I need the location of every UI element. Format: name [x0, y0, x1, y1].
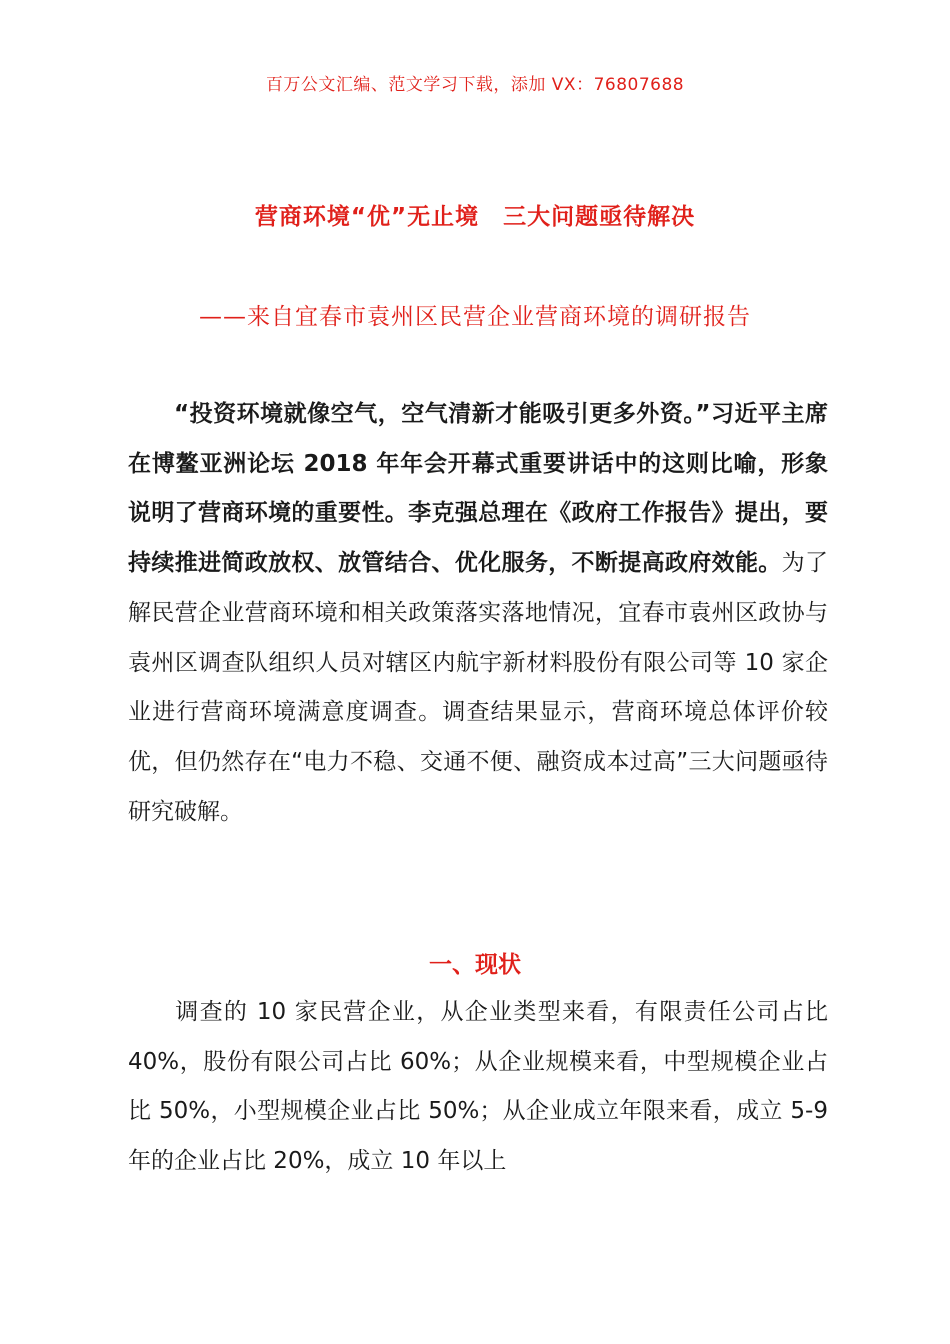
document-subtitle: ——来自宜春市袁州区民营企业营商环境的调研报告 — [199, 304, 751, 330]
header-note: 百万公文汇编、范文学习下载，添加 VX：76807688 — [265, 75, 685, 95]
section-paragraph — [128, 988, 828, 1187]
section-text: 调查的 10 家民营企业，从企业类型来看，有限责任公司占比 40%，股份有限公司占比 60%；从企业规模来看，中型规模企业占比 50%，小型规模企业占比 50%；从企业成立年限来看，成立 5-9 年的企业占比 20%，成立 10 年以上 — [128, 999, 828, 1175]
intro-bold-text: “投资环境就像空气，空气清新才能吸引更多外资。”习近平主席在博鳌亚洲论坛 2018 年年会开幕式重要讲话中的这则比喻，形象说明了营商环境的重要性。李克强总理在《政府工作报告》提出，要持续推进简政放权、放管结合、优化服务，不断提高政府效能。 — [128, 401, 828, 577]
section-heading: 一、现状 — [429, 952, 521, 978]
intro-paragraph — [128, 390, 828, 837]
document-title: 营商环境“优”无止境 三大问题亟待解决 — [254, 204, 696, 230]
intro-normal-text: 为了解民营企业营商环境和相关政策落实落地情况，宜春市袁州区政协与袁州区调查队组织人员对辖区内航宇新材料股份有限公司等 10 家企业进行营商环境满意度调查。调查结果显示，营商环境总体评价较优，但仍然存在“电力不稳、交通不便、融资成本过高”三大问题亟待研究破解。 — [128, 550, 829, 825]
